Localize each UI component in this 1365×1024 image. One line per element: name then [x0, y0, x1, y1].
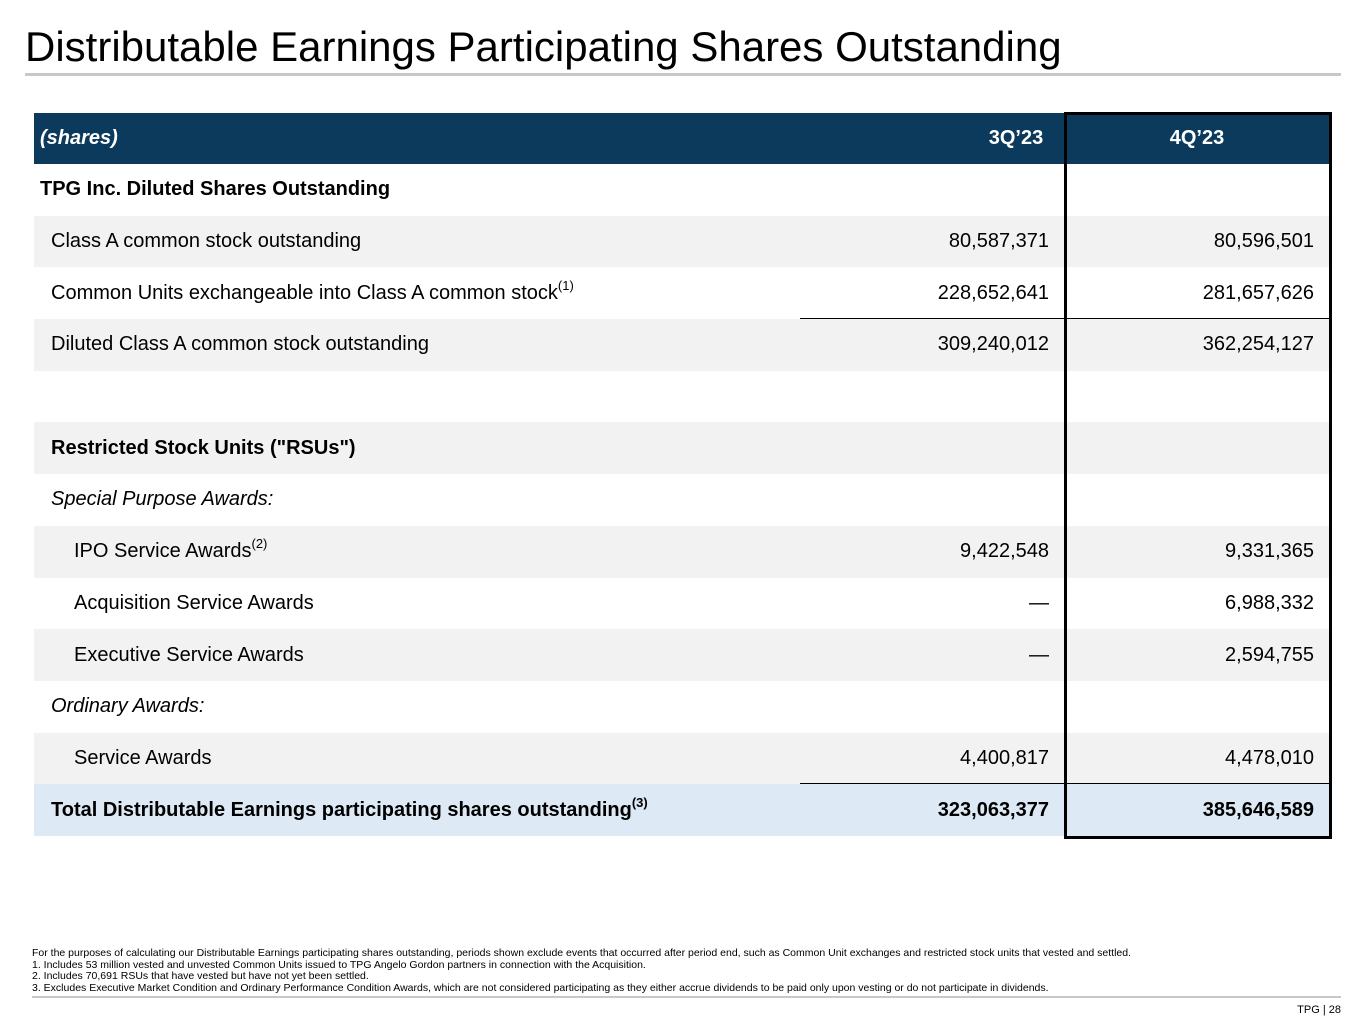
row-label-text: Total Distributable Earnings participating shares outstanding [51, 798, 632, 821]
value-3q23: 4,400,817 [960, 746, 1049, 769]
page-number: TPG | 28 [1297, 1004, 1341, 1016]
header-4q23: 4Q’23 [1169, 127, 1225, 149]
footnote-3: 3. Excludes Executive Market Condition and Ordinary Performance Condition Awards, which are not considered participating as they either accrue dividends to be paid only upon vesting or do not participate in dividends. [32, 981, 1049, 994]
value-4q23: 80,596,501 [1213, 230, 1314, 253]
header-3q23: 3Q’23 [988, 127, 1044, 149]
value-4q23: 281,657,626 [1202, 281, 1314, 304]
row-label [34, 794, 798, 822]
row-label [34, 277, 798, 305]
value-3q23: 309,240,012 [937, 333, 1049, 356]
row-label-text: Restricted Stock Units ("RSUs") [51, 436, 356, 459]
row-label [34, 644, 798, 667]
value-4q23: 4,478,010 [1225, 746, 1314, 769]
row-label-text: Ordinary Awards: [51, 695, 205, 718]
row-label-text: Acquisition Service Awards [74, 591, 314, 614]
shares-table [34, 113, 1330, 836]
row-label [34, 695, 798, 718]
row-label-text: Special Purpose Awards: [51, 488, 274, 511]
value-4q23: 6,988,332 [1225, 591, 1314, 614]
footnote-2: 2. Includes 70,691 RSUs that have vested but have not yet been settled. [32, 970, 369, 982]
value-3q23: — [1029, 591, 1049, 614]
value-3q23: 228,652,641 [937, 281, 1049, 304]
row-label-text: Service Awards [74, 746, 212, 769]
row-label [34, 230, 798, 253]
table-row [34, 319, 1330, 371]
footnote-1: 1. Includes 53 million vested and unvested Common Units issued to TPG Angelo Gordon partners in connection with the Acquisition. [32, 958, 646, 971]
footer-divider [32, 996, 1341, 998]
table-row [34, 733, 1330, 785]
table-row [34, 629, 1330, 681]
row-label-text: Diluted Class A common stock outstanding [51, 333, 429, 356]
footnote-ref: (2) [251, 536, 268, 552]
row-label [34, 488, 798, 511]
footnotes [32, 948, 1131, 994]
row-label [34, 536, 798, 563]
table-row [34, 422, 1330, 474]
value-4q23: 2,594,755 [1225, 643, 1314, 666]
row-label-text: TPG Inc. Diluted Shares Outstanding [40, 178, 391, 201]
value-4q23: 385,646,589 [1202, 798, 1314, 821]
table-row [34, 267, 1330, 319]
page-title: Distributable Earnings Participating Shares Outstanding [25, 23, 1062, 70]
subtotal-rule [800, 318, 1330, 319]
footnote-ref: (3) [631, 794, 648, 810]
row-label [34, 178, 798, 201]
title-divider [25, 73, 1341, 76]
table-row [34, 526, 1330, 578]
table-row [34, 681, 1330, 733]
table-row [34, 216, 1330, 268]
table-row [34, 578, 1330, 630]
value-3q23: 80,587,371 [948, 230, 1049, 253]
row-label [34, 333, 798, 356]
footnote-ref: (1) [557, 277, 574, 293]
table-row [34, 164, 1330, 216]
total-row [34, 784, 1330, 836]
value-4q23: 362,254,127 [1202, 333, 1314, 356]
value-3q23: 323,063,377 [937, 798, 1049, 821]
table-header [34, 113, 1330, 164]
header-units-label: (shares) [40, 127, 118, 149]
value-3q23: — [1029, 643, 1049, 666]
value-3q23: 9,422,548 [960, 540, 1049, 563]
row-label-text: Class A common stock outstanding [51, 230, 362, 253]
row-label-text: Executive Service Awards [74, 643, 304, 666]
row-label [34, 592, 798, 615]
footnote-intro: For the purposes of calculating our Distributable Earnings participating shares outstanding, periods shown exclude events that occurred after period end, such as Common Unit exchanges and restricted stock units that vested and settled. [32, 947, 1132, 959]
row-label [34, 437, 798, 460]
table-row [34, 371, 1330, 423]
row-label [34, 747, 798, 770]
value-4q23: 9,331,365 [1225, 540, 1314, 563]
row-label-text: IPO Service Awards [74, 540, 252, 563]
subtotal-rule [800, 783, 1330, 784]
row-label-text: Common Units exchangeable into Class A common stock [51, 281, 558, 304]
table-row [34, 474, 1330, 526]
